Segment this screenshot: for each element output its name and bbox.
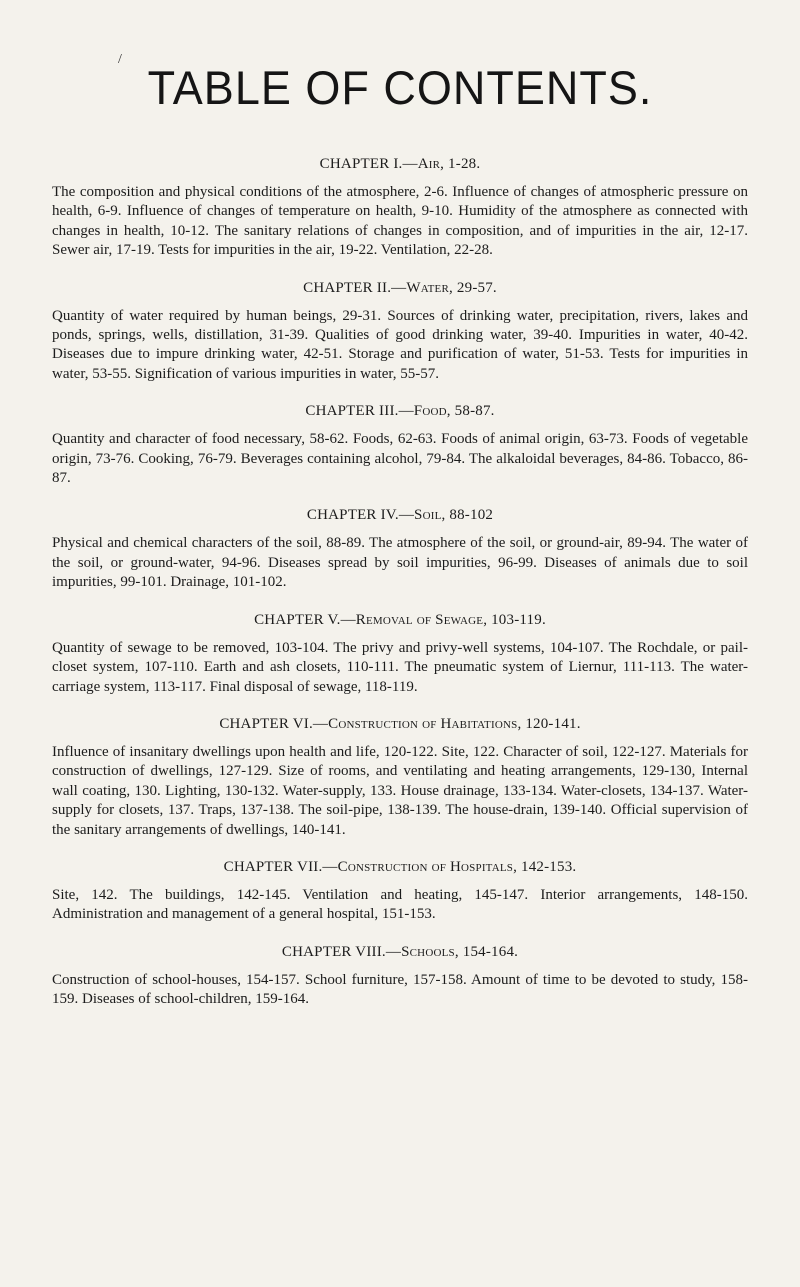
chapter-page-range: , 58-87. — [446, 403, 495, 420]
chapter-gap — [52, 925, 748, 942]
chapter-page-range: , 154-164. — [454, 943, 519, 960]
chapter-section — [52, 714, 748, 840]
chapter-section — [52, 505, 748, 592]
chapter-number: CHAPTER II.— — [303, 279, 407, 296]
chapter-section — [52, 154, 748, 261]
chapter-topic: Food — [413, 403, 447, 420]
chapter-section — [52, 942, 748, 1010]
chapter-number: CHAPTER VIII.— — [281, 943, 402, 960]
chapter-topic: Removal of Sewage — [355, 611, 484, 628]
chapter-number: CHAPTER VI.— — [219, 715, 329, 732]
chapter-heading — [52, 505, 748, 525]
chapter-heading — [52, 857, 748, 877]
chapter-summary: Physical and chemical characters of the soil, 88-89. The atmosphere of the soil, or ground-air, 89-94. The water of the soil, or ground-water, 94-96. Diseases spread by soil impurities, 96-99. Diseases of animals due to soil impurities, 99-101. Drainage, 101-102. — [52, 535, 748, 591]
chapter-topic: Air — [417, 156, 441, 172]
contents-list — [52, 154, 748, 1010]
chapter-page-range: , 120-141. — [517, 715, 581, 732]
chapter-gap — [52, 384, 748, 401]
chapter-topic: Construction of Habitations — [328, 715, 518, 732]
chapter-summary: The composition and physical conditions of the atmosphere, 2-6. Influence of changes of atmospheric pressure on health, 6-9. Influence of changes of temperature on health, 9-10. Humidity of the atmosphere as connected with changes in health, 10-12. The sanitary relations of changes in composition, and of impurities in the air, 12-17. Sewer air, 17-19. Tests for impurities in the air, 19-22. Ventilation, 22-28. — [52, 184, 748, 259]
page-title: TABLE OF CONTENTS. — [147, 60, 653, 115]
chapter-gap — [52, 261, 748, 278]
chapter-number: CHAPTER III.— — [305, 403, 414, 420]
chapter-heading — [52, 278, 748, 298]
chapter-summary: Quantity of sewage to be removed, 103-104. The privy and privy-well systems, 104-107. The Rochdale, or pail-closet system, 107-110. Earth and ash closets, 110-111. The pneumatic system of Liernur, 111-113. The water-carriage system, 113-117. Final disposal of sewage, 118-119. — [52, 639, 748, 695]
stray-mark: / — [118, 52, 122, 67]
chapter-gap — [52, 593, 748, 610]
chapter-number: CHAPTER VII.— — [223, 858, 338, 875]
chapter-page-range: , 1-28. — [440, 156, 481, 172]
chapter-page-range: , 88-102 — [441, 507, 494, 524]
chapter-number: CHAPTER IV.— — [306, 507, 415, 524]
chapter-summary: Influence of insanitary dwellings upon health and life, 120-122. Site, 122. Character of soil, 122-127. Materials for construction of dwellings, 127-129. Size of rooms, and ventilating and heating arrangements, 129-130, Internal wall coating, 130. Lighting, 130-132. Water-supply, 133. House drainage, 133-134. Water-closets, 134-137. Water-supply for closets, 137. Traps, 137-138. The soil-pipe, 138-139. The house-drain, 139-140. Official supervision of the sanitary arrangements of dwellings, 140-141. — [52, 743, 748, 838]
chapter-topic: Schools — [401, 943, 455, 960]
chapter-section — [52, 401, 748, 488]
chapter-heading — [52, 154, 748, 174]
chapter-topic: Construction of Hospitals — [337, 858, 514, 875]
chapter-number: CHAPTER I.— — [319, 156, 418, 172]
chapter-heading — [52, 714, 748, 734]
chapter-gap — [52, 488, 748, 505]
chapter-gap — [52, 697, 748, 714]
chapter-summary: Quantity of water required by human beings, 29-31. Sources of drinking water, precipitation, rivers, lakes and ponds, springs, wells, distillation, 31-39. Qualities of good drinking water, 39-40. Impurities in water, 40-42. Diseases due to impure drinking water, 42-51. Storage and purification of water, 51-53. Tests for impurities in water, 53-55. Signification of various impurities in water, 55-57. — [52, 307, 748, 382]
chapter-page-range: , 103-119. — [483, 611, 546, 628]
chapter-page-range: , 29-57. — [449, 279, 497, 296]
chapter-number: CHAPTER V.— — [254, 611, 356, 628]
chapter-topic: Water — [406, 279, 450, 296]
chapter-heading — [52, 401, 748, 421]
chapter-heading — [52, 610, 748, 630]
chapter-summary: Site, 142. The buildings, 142-145. Ventilation and heating, 145-147. Interior arrangements, 148-150. Administration and management of a general hospital, 151-153. — [52, 886, 748, 923]
chapter-section — [52, 857, 748, 925]
chapter-section — [52, 278, 748, 385]
chapter-section — [52, 610, 748, 697]
chapter-gap — [52, 840, 748, 857]
chapter-heading — [52, 942, 748, 962]
chapter-summary: Quantity and character of food necessary, 58-62. Foods, 62-63. Foods of animal origin, 63-73. Foods of vegetable origin, 73-76. Cooking, 76-79. Beverages containing alcohol, 79-84. The alkaloidal beverages, 84-86. Tobacco, 86-87. — [52, 431, 748, 487]
chapter-summary: Construction of school-houses, 154-157. School furniture, 157-158. Amount of time to be devoted to study, 158-159. Diseases of school-children, 159-164. — [52, 971, 748, 1008]
chapter-topic: Soil — [414, 507, 442, 524]
chapter-page-range: , 142-153. — [513, 858, 577, 875]
